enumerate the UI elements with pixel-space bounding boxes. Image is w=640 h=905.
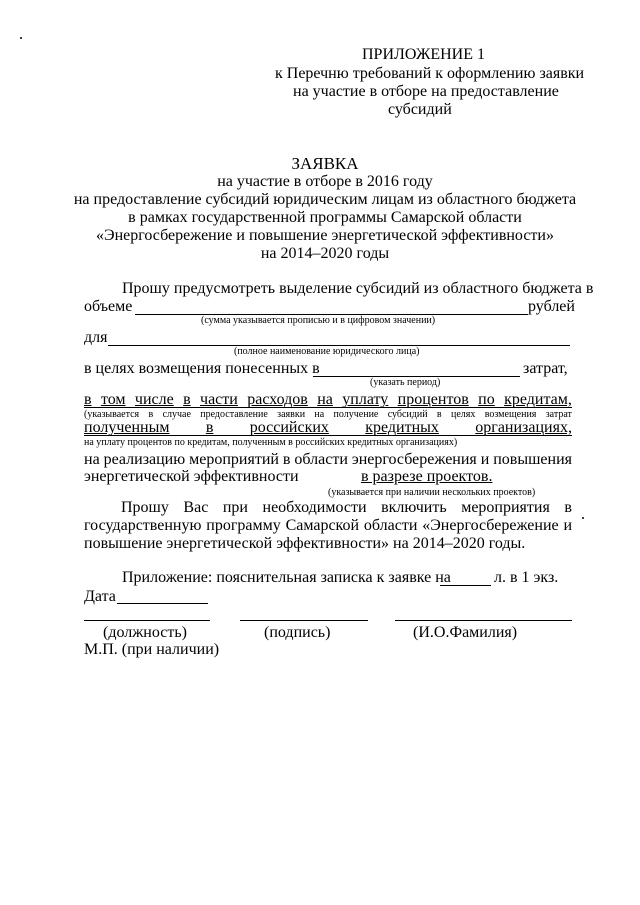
- efficiency-label: энергетической эффективности: [84, 468, 299, 485]
- received-line: полученным в российских кредитных организациях,: [84, 419, 572, 436]
- heading-line-1: на участие в отборе в 2016 году: [217, 173, 433, 190]
- period-hint: (указать период): [370, 377, 441, 388]
- heading-line-3: в рамках государственной программы Самарской области: [128, 209, 522, 226]
- volume-label: объеме: [84, 298, 133, 315]
- request-2-line-3: повышение энергетической эффективности» на 2014–2020 годы.: [84, 535, 526, 552]
- appendix-line-2: на участие в отборе на предоставление: [293, 83, 559, 100]
- purpose-unit: затрат,: [523, 360, 568, 377]
- attachment-prefix: Приложение: пояснительная записка к заявке на: [122, 569, 451, 586]
- credit-underline: [84, 407, 572, 408]
- name-line: [395, 620, 572, 621]
- measures-line: на реализацию мероприятий в области энергосбережения и повышения: [84, 451, 572, 468]
- request-2-line-2: государственную программу Самарской области «Энергосбережение и: [84, 517, 572, 534]
- scan-speck: [20, 37, 22, 39]
- projects-text: в разрезе проектов.: [361, 468, 493, 485]
- received-underline: [84, 435, 572, 436]
- volume-hint: (сумма указывается прописью и в цифровом значении): [201, 315, 436, 326]
- position-line: [84, 620, 210, 621]
- heading-line-4: «Энергосбережение и повышение энергетической эффективности»: [96, 227, 554, 244]
- for-hint: (полное наименование юридического лица): [234, 346, 420, 357]
- attachment-suffix: л. в 1 экз.: [494, 569, 559, 586]
- appendix-line-3: субсидий: [388, 101, 452, 118]
- projects-hint: (указывается при наличии нескольких проектов): [328, 487, 536, 498]
- request-2-line-1: Прошу Вас при необходимости включить мероприятия в: [121, 499, 572, 516]
- received-hint: на уплату процентов по кредитам, полученным в российских кредитных организациях): [84, 437, 458, 448]
- volume-unit: рублей: [528, 298, 575, 315]
- appendix-title: ПРИЛОЖЕНИЕ 1: [362, 46, 486, 63]
- heading-line-2: на предоставление субсидий юридическим лицам из областного бюджета: [73, 191, 577, 208]
- request-line-1: Прошу предусмотреть выделение субсидий из областного бюджета в: [122, 280, 594, 297]
- heading-line-5: на 2014–2020 годы: [260, 245, 390, 262]
- credit-hint: (указывается в случае предоставление заявки на получение субсидий в целях возмещения затрат: [84, 409, 572, 420]
- sign-line: [240, 620, 368, 621]
- sign-caption: (подпись): [264, 624, 331, 641]
- date-label: Дата: [84, 588, 116, 605]
- position-caption: (должность): [103, 624, 187, 641]
- document-title: ЗАЯВКА: [291, 154, 359, 173]
- name-caption: (И.О.Фамилия): [413, 624, 518, 641]
- credit-line: в том числе в части расходов на уплату процентов по кредитам,: [84, 391, 572, 408]
- appendix-line-1: к Перечню требований к оформлению заявки: [275, 65, 585, 82]
- date-field-line: [117, 603, 208, 604]
- attachment-pages-line: [440, 585, 491, 586]
- purpose-label: в целях возмещения понесенных в: [84, 360, 320, 377]
- scan-speck: [582, 517, 584, 519]
- for-label: для: [84, 329, 108, 346]
- seal-caption: М.П. (при наличии): [84, 641, 220, 658]
